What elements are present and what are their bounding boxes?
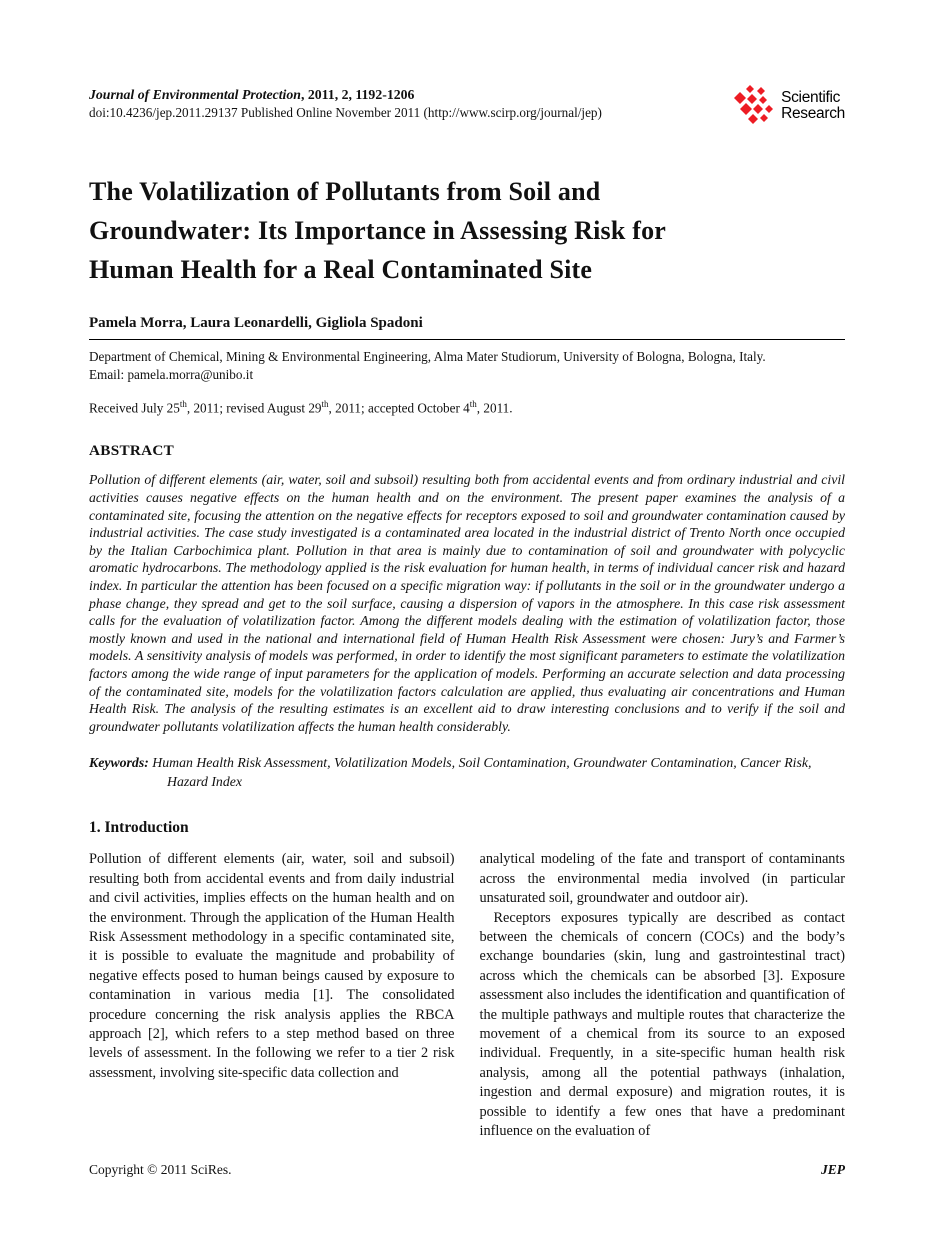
intro-paragraph: Receptors exposures typically are described as contact between the chemicals of concern (COCs) and the body’s exchange boundaries (skin, lung and gastrointestinal tract) across which the chemicals can be absorbed [3]. Exposure assessment also includes the identification and quantification of the multiple pathways and multiple routes that characterize the movement of a chemical from its source to an exposed individual. Frequently, in a site-specific human health risk analysis, among all the potential pathways (inhalation, ingestion and dermal exposure) and migration routes, it is possible to identify a few ones that have a predominant influence on the evaluation of xyxy=(479,909,845,1139)
received-part: , 2011; revised August 29 xyxy=(186,400,322,416)
intro-paragraph: Pollution of different elements (air, water, soil and subsoil) resulting both from accidental events and from daily industrial and civil activities, implies effects on the human health and on the environment. Through the application of the Human Health Risk Assessment methodology in a specific contaminated site, it is possible to evaluate the magnitude and probability of negative effects posed to human beings caused by exposure to contamination in various media [1]. The consolidated procedure concerning the risk analysis applies the RBCA approach [2], which refers to a step method based on three levels of assessment. In the following we refer to a tier 2 risk assessment, involving site-specific data collection and xyxy=(89,851,455,1081)
right-column xyxy=(480,850,846,1141)
two-column-body xyxy=(89,850,845,1141)
authors: Pamela Morra, Laura Leonardelli, Gigliola Spadoni xyxy=(89,315,423,331)
journal-name: Journal of Environmental Protection xyxy=(89,87,301,102)
page-footer xyxy=(89,1162,845,1178)
affiliation: Department of Chemical, Mining & Environmental Engineering, Alma Mater Studiorum, University of Bologna, Bologna, Italy. xyxy=(89,349,766,364)
publisher-name xyxy=(781,90,845,123)
keywords xyxy=(89,754,845,791)
received-part: Received July 25 xyxy=(89,400,180,416)
keywords-label: Keywords xyxy=(89,755,145,771)
received-sup: th xyxy=(321,399,329,409)
keywords-list: Human Health Risk Assessment, Volatilization Models, Soil Contamination, Groundwater Contamination, Cancer Risk, Hazard Index xyxy=(152,755,812,789)
scirp-diamonds-icon xyxy=(733,84,779,128)
received-dates xyxy=(89,399,845,416)
received-sup: th xyxy=(469,399,477,409)
abstract-heading: ABSTRACT xyxy=(89,442,175,460)
doi-line: doi:10.4236/jep.2011.29137 Published Online November 2011 (http://www.scirp.org/journal/jep) xyxy=(89,105,602,120)
authors-divider xyxy=(89,339,845,340)
section-heading-introduction: 1. Introduction xyxy=(89,819,189,837)
paper-title-line1: The Volatilization of Pollutants from Soil and xyxy=(89,177,601,206)
keywords-colon: : xyxy=(144,755,153,771)
received-part: , 2011; accepted October 4 xyxy=(328,400,470,416)
abstract-text: Pollution of different elements (air, water, soil and subsoil) resulting both from accidental events and from ordinary industrial and civil activities causes negative effects on the human health and on the environment. The present paper examines the analysis of a contaminated site, focusing the attention on the negative effects for receptors exposed to soil and groundwater contamination caused by industrial activities. The case study investigated is a contaminated area located in the industrial district of Trento North once occupied by the Italian Carbochimica plant. Pollution in that area is mainly due to contamination of soil and groundwater with polycyclic aromatic hydrocarbons. The methodology applied is the risk evaluation for human health, in terms of individual cancer risk and hazard index. In particular the attention has been focused on a specific migration way: if pollutants in the soil or in the groundwater undergo a phase change, they spread and get to the soil surface, causing a dispersion of vapors in the atmosphere. In this case risk assessment calls for the evaluation of volatilization factor. Among the different models dealing with the estimation of volatilization factor, those mostly known and used in the national and international field of Human Health Risk Assessment were chosen: Jury’s and Farmer’s models. A sensitivity analysis of models was performed, in order to identify the most significant parameters to estimate the volatilization factors among the wide range of input parameters for the application of models. Performing an accurate selection and data processing of the contaminated site, models for the volatilization factors calculation are applied, thus evaluating air concentrations and Human Health Risk. The analysis of the resulting estimates is an excellent aid to draw interesting conclusions and to verify if the soil and groundwater pollutants volatilization affects the human health considerably. xyxy=(89,472,845,734)
received-part: , 2011. xyxy=(476,400,513,416)
paper-title-line3: Human Health for a Real Contaminated Site xyxy=(89,255,593,284)
paper-title xyxy=(89,172,845,289)
copyright-notice: Copyright © 2011 SciRes. xyxy=(89,1162,232,1177)
left-column xyxy=(89,850,455,1141)
paper-title-line2: Groundwater: Its Importance in Assessing Risk for xyxy=(89,216,667,245)
journal-volume-pages: , 2011, 2, 1192-1206 xyxy=(300,87,415,102)
received-sup: th xyxy=(179,399,187,409)
email-line: Email: pamela.morra@unibo.it xyxy=(89,367,254,382)
journal-abbreviation: JEP xyxy=(820,1162,845,1177)
publisher-logo xyxy=(733,84,845,128)
page-header xyxy=(89,86,845,128)
journal-info xyxy=(89,86,602,122)
affiliation-block xyxy=(89,348,845,384)
journal-citation xyxy=(89,86,602,104)
publisher-name-line2: Research xyxy=(781,105,845,122)
publisher-name-line1: Scientific xyxy=(781,88,841,106)
intro-paragraph: analytical modeling of the fate and transport of contaminants across the environmental media involved (in particular unsaturated soil, groundwater and outdoor air). xyxy=(479,851,845,907)
